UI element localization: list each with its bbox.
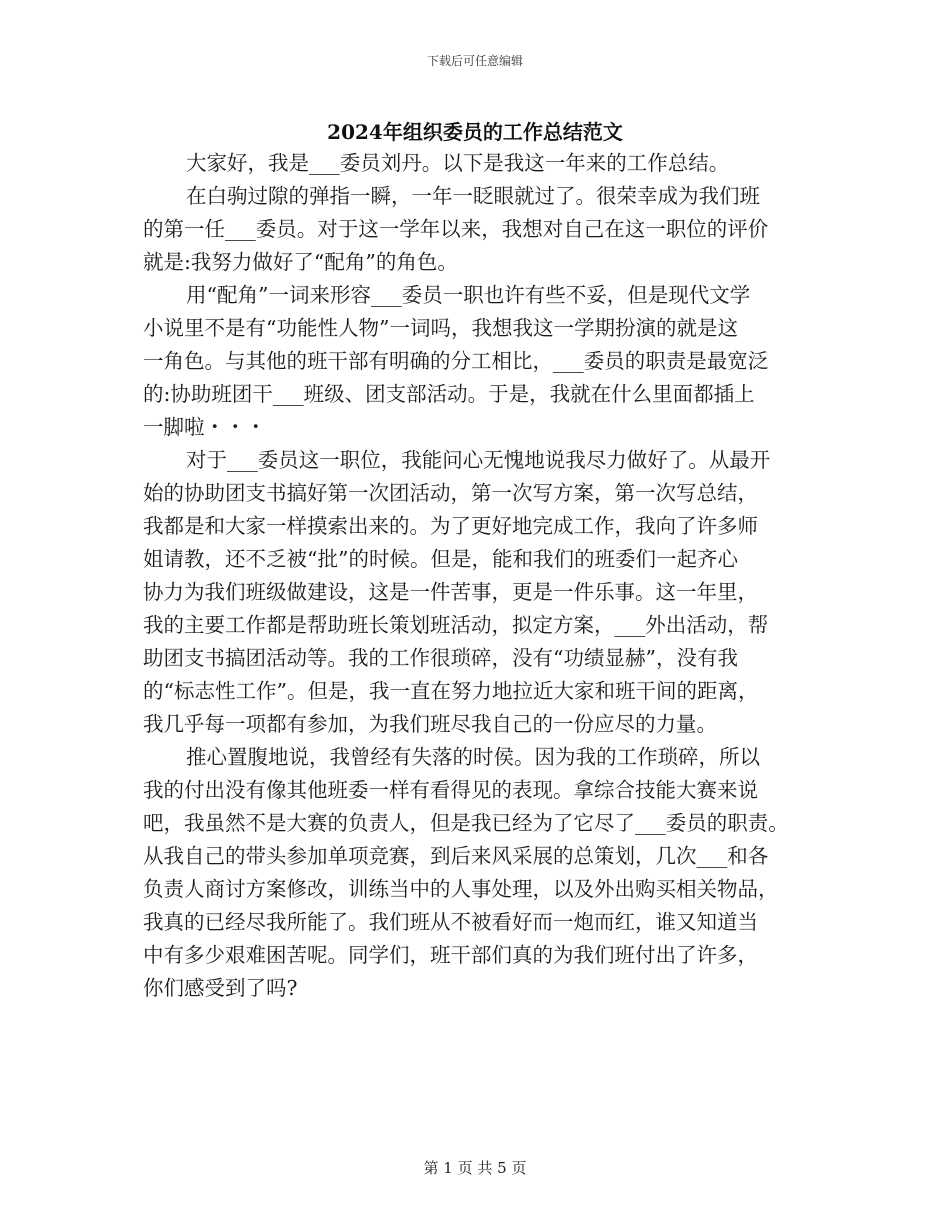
text-line: 小说里不是有“功能性人物”一词吗，我想我这一学期扮演的就是这 bbox=[143, 316, 738, 340]
document-body bbox=[143, 147, 823, 1005]
text-line: 在白驹过隙的弹指一瞬，一年一眨眼就过了。很荣幸成为我们班 bbox=[186, 184, 760, 208]
text-line: 就是:我努力做好了“配角”的角色。 bbox=[143, 250, 458, 274]
page-header: 下载后可任意编辑 bbox=[426, 54, 523, 68]
text-line: 一角色。与其他的班干部有明确的分工相比，___委员的职责是最宽泛 bbox=[143, 349, 769, 373]
text-line: 的第一任___委员。对于这一学年以来，我想对自己在这一职位的评价 bbox=[143, 217, 769, 241]
text-line: 从我自己的带头参加单项竞赛，到后来风采展的总策划，几次___和各 bbox=[143, 844, 769, 868]
text-line: 的:协助班团干___班级、团支部活动。于是，我就在什么里面都插上 bbox=[143, 382, 755, 406]
text-line: 姐请教，还不乏被“批”的时候。但是，能和我们的班委们一起齐心 bbox=[143, 547, 738, 571]
text-line: 我真的已经尽我所能了。我们班从不被看好而一炮而红，谁又知道当 bbox=[143, 910, 758, 934]
document-title: 2024年组织委员的工作总结范文 bbox=[327, 120, 623, 144]
text-line: 助团支书搞团活动等。我的工作很琐碎，没有“功绩显赫”，没有我 bbox=[143, 646, 738, 670]
text-line: 我几乎每一项都有参加，为我们班尽我自己的一份应尽的力量。 bbox=[143, 712, 717, 736]
text-line: 对于___委员这一职位，我能问心无愧地说我尽力做好了。从最开 bbox=[186, 448, 771, 472]
text-line: 推心置腹地说，我曾经有失落的时侯。因为我的工作琐碎，所以 bbox=[186, 745, 760, 769]
text-line: 负责人商讨方案修改，训练当中的人事处理，以及外出购买相关物品， bbox=[143, 877, 779, 901]
text-line: 一脚啦・・・ bbox=[143, 415, 266, 439]
text-line: 我的主要工作都是帮助班长策划班活动，拟定方案，___外出活动，帮 bbox=[143, 613, 769, 637]
text-line: 协力为我们班级做建设，这是一件苦事，更是一件乐事。这一年里， bbox=[143, 580, 758, 604]
text-line: 我都是和大家一样摸索出来的。为了更好地完成工作，我向了许多师 bbox=[143, 514, 758, 538]
text-line: 你们感受到了吗? bbox=[143, 976, 298, 1000]
text-line: 大家好，我是___委员刘丹。以下是我这一年来的工作总结。 bbox=[186, 151, 730, 175]
text-line: 中有多少艰难困苦呢。同学们，班干部们真的为我们班付出了许多， bbox=[143, 943, 758, 967]
text-line: 始的协助团支书搞好第一次团活动，第一次写方案，第一次写总结， bbox=[143, 481, 758, 505]
text-line: 的“标志性工作”。但是，我一直在努力地拉近大家和班干间的距离， bbox=[143, 679, 759, 703]
text-line: 用“配角”一词来形容___委员一职也许有些不妥，但是现代文学 bbox=[186, 283, 751, 307]
page-footer: 第 1 页 共 5 页 bbox=[423, 1159, 527, 1177]
text-line: 我的付出没有像其他班委一样有看得见的表现。拿综合技能大赛来说 bbox=[143, 778, 758, 802]
text-line: 吧，我虽然不是大赛的负责人，但是我已经为了它尽了___委员的职责。 bbox=[143, 811, 789, 835]
